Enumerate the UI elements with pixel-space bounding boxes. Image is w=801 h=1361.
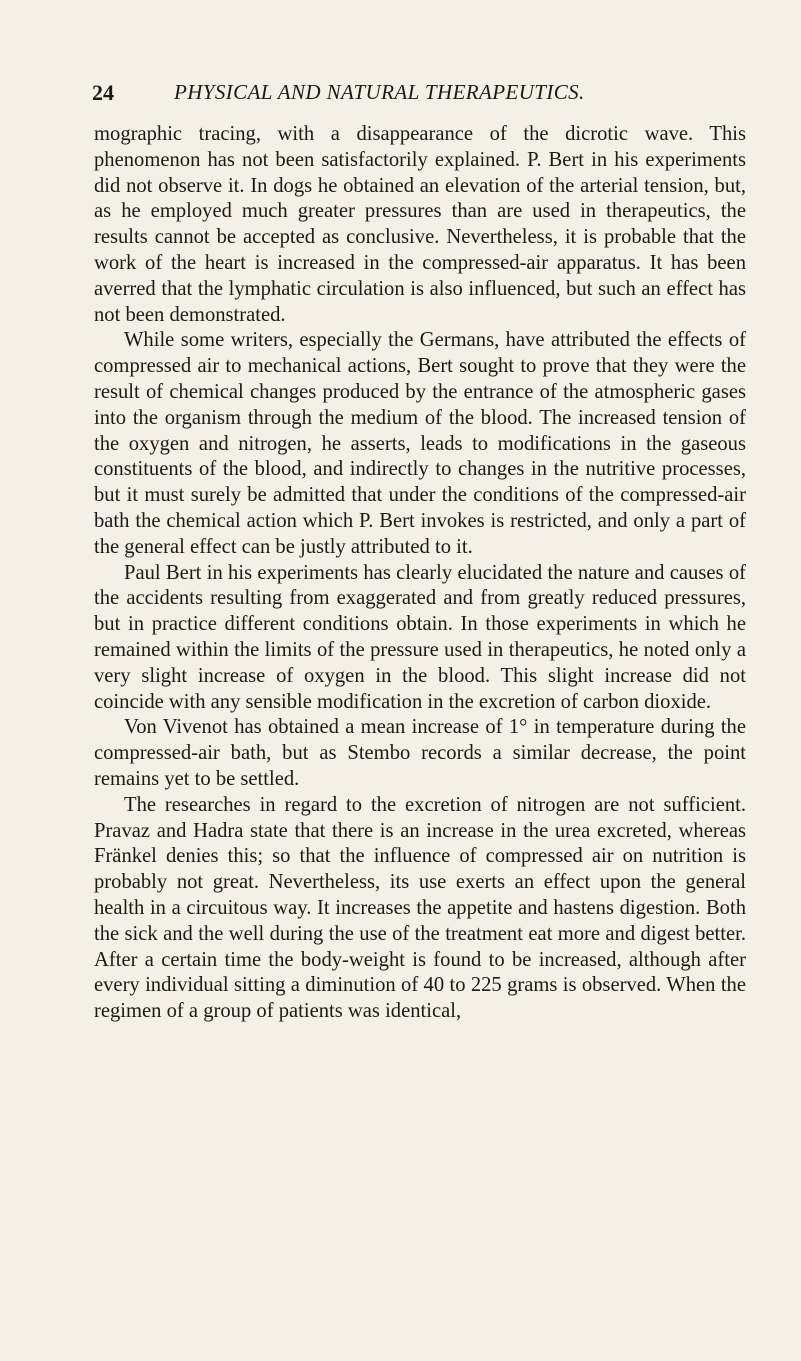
paragraph: Von Vivenot has obtained a mean increase of 1° in temperature during the compressed-air bath, but as Stembo records a similar decrease, the point remains yet to be settled. [94, 716, 746, 790]
paragraph-continued: mographic tracing, with a disappearance of the dicrotic wave. This phenomenon has not been satisfactorily explained. P. Bert in his experiments did not observe it. In dogs he obtained an elevation of the arterial tension, but, as he employed much greater pressures than are used in therapeutics, the results cannot be accepted as conclusive. Nevertheless, it is probable that the work of the heart is increased in the compressed-air apparatus. It has been averred that the lymphatic circulation is also influenced, but such an effect has not been demonstrated. [94, 123, 746, 326]
paragraph: Paul Bert in his experiments has clearly elucidated the nature and causes of the accidents resulting from exaggerated and from greatly reduced pressures, but in practice different conditions obtain. In those experiments in which he remained within the limits of the pressure used in therapeutics, he noted only a very slight increase of oxygen in the blood. This slight increase did not coincide with any sensible modification in the excretion of carbon dioxide. [94, 561, 746, 713]
paragraph: The researches in regard to the excretion of nitrogen are not sufficient. Pravaz and Hadra state that there is an increase in the urea excreted, whereas Fränkel denies this; so that the influence of compressed air on nutrition is probably not great. Nevertheless, its use exerts an effect upon the general health in a circuitous way. It increases the appetite and hastens digestion. Both the sick and the well during the use of the treatment eat more and digest better. After a certain time the body-weight is found to be increased, although after every individual sitting a diminution of 40 to 225 grams is observed. When the regimen of a group of patients was identical, [94, 793, 746, 1023]
body-text [94, 122, 746, 1025]
running-title: PHYSICAL AND NATURAL THERAPEUTICS. [174, 80, 585, 104]
running-head [92, 80, 742, 110]
paragraph: While some writers, especially the Germans, have attributed the effects of compressed air to mechanical actions, Bert sought to prove that they were the result of chemical changes produced by the entrance of the atmospheric gases into the organism through the medium of the blood. The increased tension of the oxygen and nitrogen, he asserts, leads to modifications in the gaseous constituents of the blood, and indirectly to changes in the nutritive processes, but it must surely be admitted that under the conditions of the compressed-air bath the chemical action which P. Bert invokes is restricted, and only a part of the general effect can be justly attributed to it. [94, 329, 746, 558]
page-number: 24 [92, 80, 114, 105]
